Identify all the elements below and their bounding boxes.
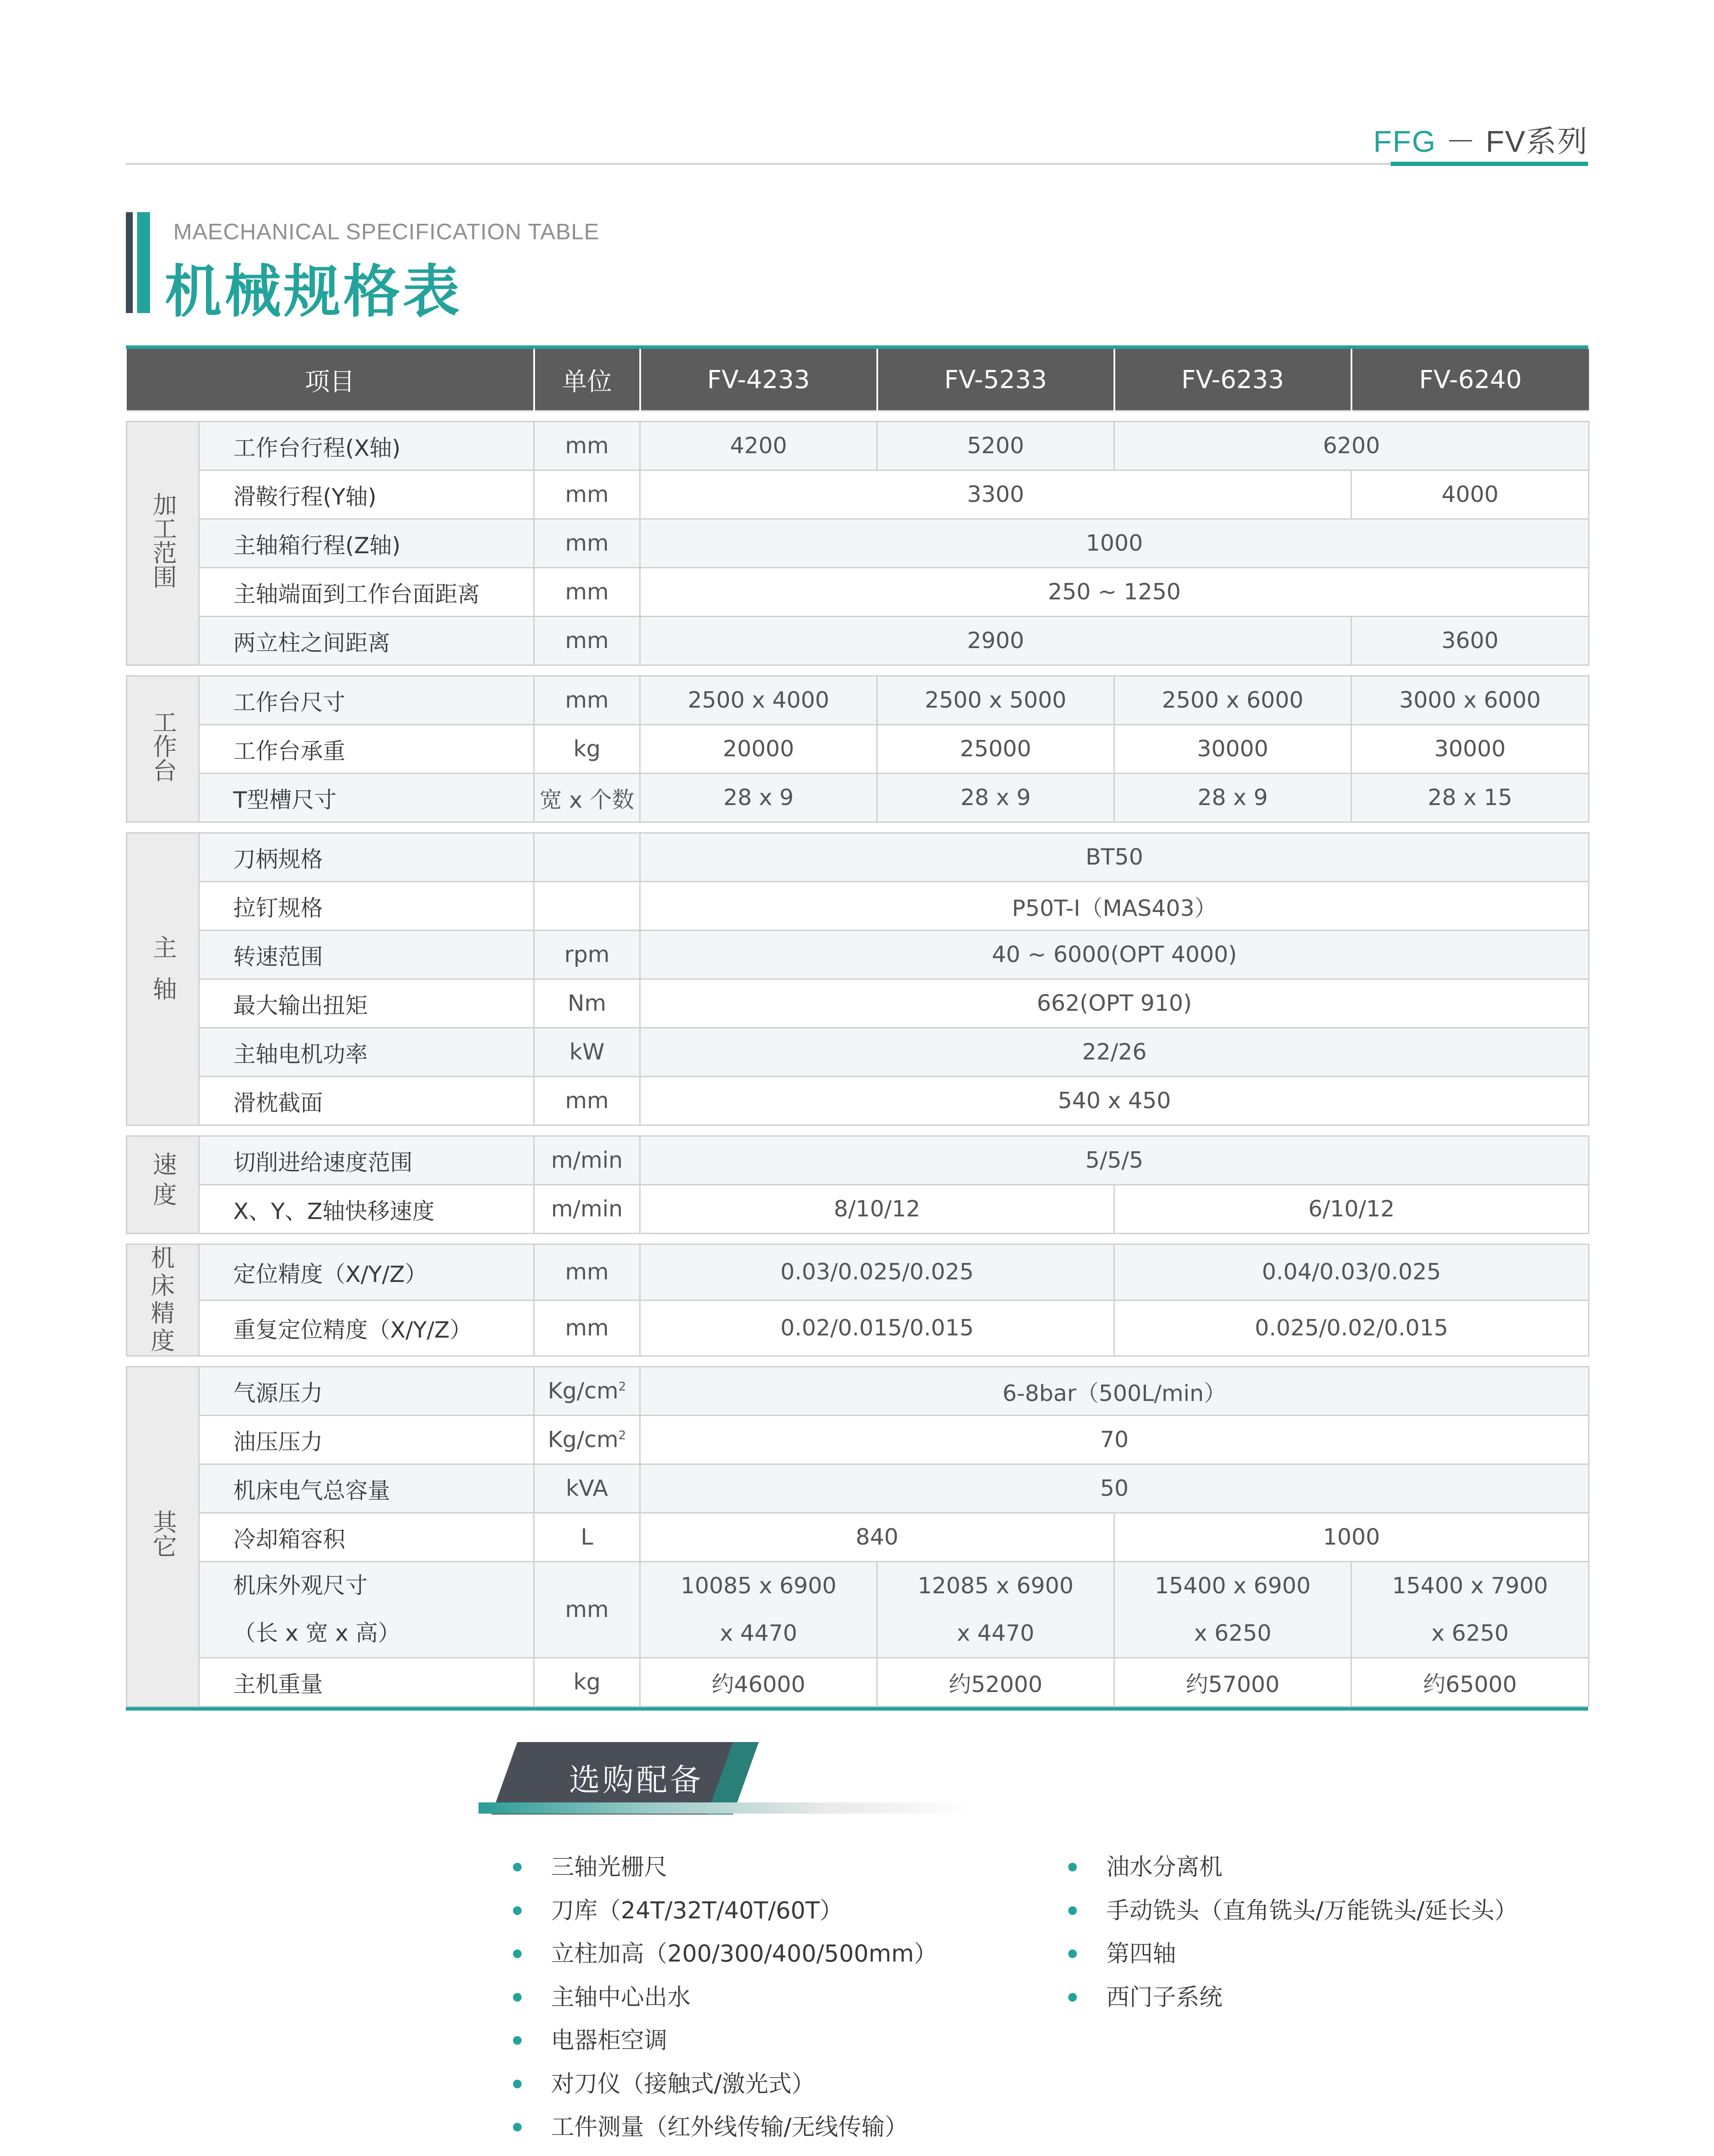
row-item: 主轴端面到工作台面距离	[199, 568, 534, 617]
table-row	[127, 1562, 1589, 1658]
row-item: 滑鞍行程(Y轴)	[199, 470, 534, 519]
row-unit	[534, 882, 640, 931]
header-series	[1373, 117, 1588, 161]
row-value: 3300	[640, 470, 1351, 519]
row-value: 3000 x 6000	[1351, 676, 1589, 725]
brand-text: FFG	[1373, 125, 1436, 158]
row-item: T型槽尺寸	[199, 774, 534, 822]
row-value: 20000	[640, 725, 877, 774]
row-value: 2500 x 4000	[640, 676, 877, 725]
table-row	[127, 1185, 1589, 1234]
table-row	[127, 1416, 1589, 1464]
row-value: 28 x 9	[1114, 774, 1351, 822]
row-value: 10085 x 6900 x 4470	[640, 1562, 877, 1658]
col-header-unit: 单位	[534, 349, 640, 411]
row-item: 最大输出扭矩	[199, 979, 534, 1028]
table-row	[127, 1244, 1589, 1300]
row-value: 30000	[1351, 725, 1589, 774]
row-value: 约46000	[640, 1658, 877, 1707]
options-banner-stripe	[479, 1802, 974, 1814]
row-value: 2900	[640, 617, 1351, 665]
row-item: 工作台行程(X轴)	[199, 422, 534, 470]
row-value: 约65000	[1351, 1658, 1589, 1707]
row-value: P50T-I（MAS403）	[640, 882, 1589, 931]
series-text: FV系列	[1486, 125, 1588, 158]
row-value: 3600	[1351, 617, 1589, 665]
row-value: 6-8bar（500L/min）	[640, 1367, 1589, 1416]
header-dash: －	[1445, 125, 1477, 158]
list-item: 电器柜空调	[513, 2028, 937, 2071]
title-bar-teal	[137, 212, 150, 313]
row-value: 40 ~ 6000(OPT 4000)	[640, 931, 1589, 979]
row-unit: mm	[534, 422, 640, 470]
spec-table	[126, 349, 1589, 1707]
title-english: MAECHANICAL SPECIFICATION TABLE	[173, 219, 600, 244]
row-value: 25000	[877, 725, 1114, 774]
list-item: 第四轴	[1068, 1941, 1517, 1984]
row-item: 油压压力	[199, 1416, 534, 1464]
row-value: 6/10/12	[1114, 1185, 1589, 1234]
row-value: 2500 x 6000	[1114, 676, 1351, 725]
table-row	[127, 1367, 1589, 1416]
row-item: 冷却箱容积	[199, 1513, 534, 1562]
group-label-table: 工作台	[127, 676, 199, 822]
row-item: 气源压力	[199, 1367, 534, 1416]
row-item: 拉钉规格	[199, 882, 534, 931]
table-row	[127, 1513, 1589, 1562]
table-row	[127, 979, 1589, 1028]
table-row	[127, 725, 1589, 774]
row-value: 0.04/0.03/0.025	[1114, 1244, 1589, 1300]
row-item: X、Y、Z轴快移速度	[199, 1185, 534, 1234]
row-unit: mm	[534, 617, 640, 665]
row-value: 250 ~ 1250	[640, 568, 1589, 617]
col-header-model-3: FV-6233	[1114, 349, 1351, 411]
row-value: 15400 x 7900 x 6250	[1351, 1562, 1589, 1658]
row-unit: mm	[534, 519, 640, 568]
row-unit: mm	[534, 568, 640, 617]
row-item: 两立柱之间距离	[199, 617, 534, 665]
table-row	[127, 882, 1589, 931]
row-value: 2500 x 5000	[877, 676, 1114, 725]
row-unit	[534, 833, 640, 882]
col-header-item: 项目	[127, 349, 534, 411]
list-item: 西门子系统	[1068, 1984, 1517, 2028]
group-label-spindle: 主轴	[127, 833, 199, 1125]
table-row	[127, 833, 1589, 882]
options-title: 选购配备	[569, 1762, 704, 1798]
row-value: 0.025/0.02/0.015	[1114, 1300, 1589, 1356]
row-item: 主机重量	[199, 1658, 534, 1707]
row-unit: mm	[534, 1562, 640, 1658]
options-list-left	[513, 1854, 937, 2156]
row-value: 28 x 9	[877, 774, 1114, 822]
header-accent-line	[1391, 162, 1588, 166]
col-header-model-1: FV-4233	[640, 349, 877, 411]
row-value: 540 x 450	[640, 1077, 1589, 1125]
row-item: 工作台承重	[199, 725, 534, 774]
list-item: 立柱加高（200/300/400/500mm）	[513, 1941, 937, 1984]
row-unit: mm	[534, 1300, 640, 1356]
row-item: 刀柄规格	[199, 833, 534, 882]
row-unit: m/min	[534, 1185, 640, 1234]
row-unit: kg	[534, 725, 640, 774]
row-unit: $Kg/cm^2$	[534, 1416, 640, 1464]
row-value: 6200	[1114, 422, 1589, 470]
row-item: 切削进给速度范围	[199, 1136, 534, 1185]
row-value: 8/10/12	[640, 1185, 1114, 1234]
table-row	[127, 1464, 1589, 1513]
row-item: 主轴电机功率	[199, 1028, 534, 1077]
row-item: 工作台尺寸	[199, 676, 534, 725]
row-value: 50	[640, 1464, 1589, 1513]
row-value: 1000	[640, 519, 1589, 568]
row-unit: mm	[534, 1244, 640, 1300]
table-row	[127, 1028, 1589, 1077]
list-item: 工件测量（红外线传输/无线传输）	[513, 2114, 937, 2156]
group-label-precision: 机床精度	[127, 1244, 199, 1356]
row-unit: $Kg/cm^2$	[534, 1367, 640, 1416]
row-value: 28 x 9	[640, 774, 877, 822]
row-unit: Nm	[534, 979, 640, 1028]
row-unit: kW	[534, 1028, 640, 1077]
row-value: 4000	[1351, 470, 1589, 519]
col-header-model-4: FV-6240	[1351, 349, 1589, 411]
table-row	[127, 1136, 1589, 1185]
row-value: 12085 x 6900 x 4470	[877, 1562, 1114, 1658]
row-unit: rpm	[534, 931, 640, 979]
table-row	[127, 422, 1589, 470]
row-value: 70	[640, 1416, 1589, 1464]
row-item: 重复定位精度（X/Y/Z）	[199, 1300, 534, 1356]
row-value: 662(OPT 910)	[640, 979, 1589, 1028]
list-item: 主轴中心出水	[513, 1984, 937, 2028]
list-item: 手动铣头（直角铣头/万能铣头/延长头）	[1068, 1898, 1517, 1941]
list-item: 三轴光栅尺	[513, 1854, 937, 1898]
group-label-machining: 加工范围	[127, 422, 199, 665]
row-item: 转速范围	[199, 931, 534, 979]
row-item: 滑枕截面	[199, 1077, 534, 1125]
row-unit: kg	[534, 1658, 640, 1707]
group-label-speed: 速度	[127, 1136, 199, 1234]
table-row	[127, 1077, 1589, 1125]
table-header-row	[127, 349, 1589, 411]
list-item: 刀库（24T/32T/40T/60T）	[513, 1898, 937, 1941]
table-row	[127, 676, 1589, 725]
row-value: 30000	[1114, 725, 1351, 774]
row-value: 5200	[877, 422, 1114, 470]
col-header-model-2: FV-5233	[877, 349, 1114, 411]
row-unit: m/min	[534, 1136, 640, 1185]
table-bottom-accent	[126, 1707, 1588, 1711]
row-value: 5/5/5	[640, 1136, 1589, 1185]
table-row	[127, 774, 1589, 822]
table-row	[127, 931, 1589, 979]
table-row	[127, 470, 1589, 519]
title-chinese: 机械规格表	[165, 259, 462, 325]
table-row	[127, 568, 1589, 617]
row-value: 22/26	[640, 1028, 1589, 1077]
row-item: 机床外观尺寸 （长 x 宽 x 高）	[199, 1562, 534, 1658]
row-value: 28 x 15	[1351, 774, 1589, 822]
row-value: 约52000	[877, 1658, 1114, 1707]
row-value: 840	[640, 1513, 1114, 1562]
title-bar-dark	[126, 212, 133, 313]
table-row	[127, 519, 1589, 568]
row-value: 0.02/0.015/0.015	[640, 1300, 1114, 1356]
row-value: 约57000	[1114, 1658, 1351, 1707]
table-top-accent	[126, 345, 1588, 349]
row-unit: 宽 x 个数	[534, 774, 640, 822]
row-value: 0.03/0.025/0.025	[640, 1244, 1114, 1300]
options-list-right	[1068, 1854, 1517, 2028]
list-item: 油水分离机	[1068, 1854, 1517, 1898]
row-value: BT50	[640, 833, 1589, 882]
group-label-other: 其它	[127, 1367, 199, 1707]
row-unit: mm	[534, 470, 640, 519]
row-value: 4200	[640, 422, 877, 470]
row-item: 主轴箱行程(Z轴)	[199, 519, 534, 568]
table-row	[127, 1658, 1589, 1707]
row-value: 15400 x 6900 x 6250	[1114, 1562, 1351, 1658]
row-unit: kVA	[534, 1464, 640, 1513]
list-item: 对刀仪（接触式/激光式）	[513, 2071, 937, 2115]
spec-table-wrapper	[126, 345, 1588, 1711]
row-unit: mm	[534, 1077, 640, 1125]
row-item: 机床电气总容量	[199, 1464, 534, 1513]
table-row	[127, 617, 1589, 665]
header-rule	[126, 163, 1588, 165]
row-unit: L	[534, 1513, 640, 1562]
table-row	[127, 1300, 1589, 1356]
row-item: 定位精度（X/Y/Z）	[199, 1244, 534, 1300]
row-unit: mm	[534, 676, 640, 725]
row-value: 1000	[1114, 1513, 1589, 1562]
